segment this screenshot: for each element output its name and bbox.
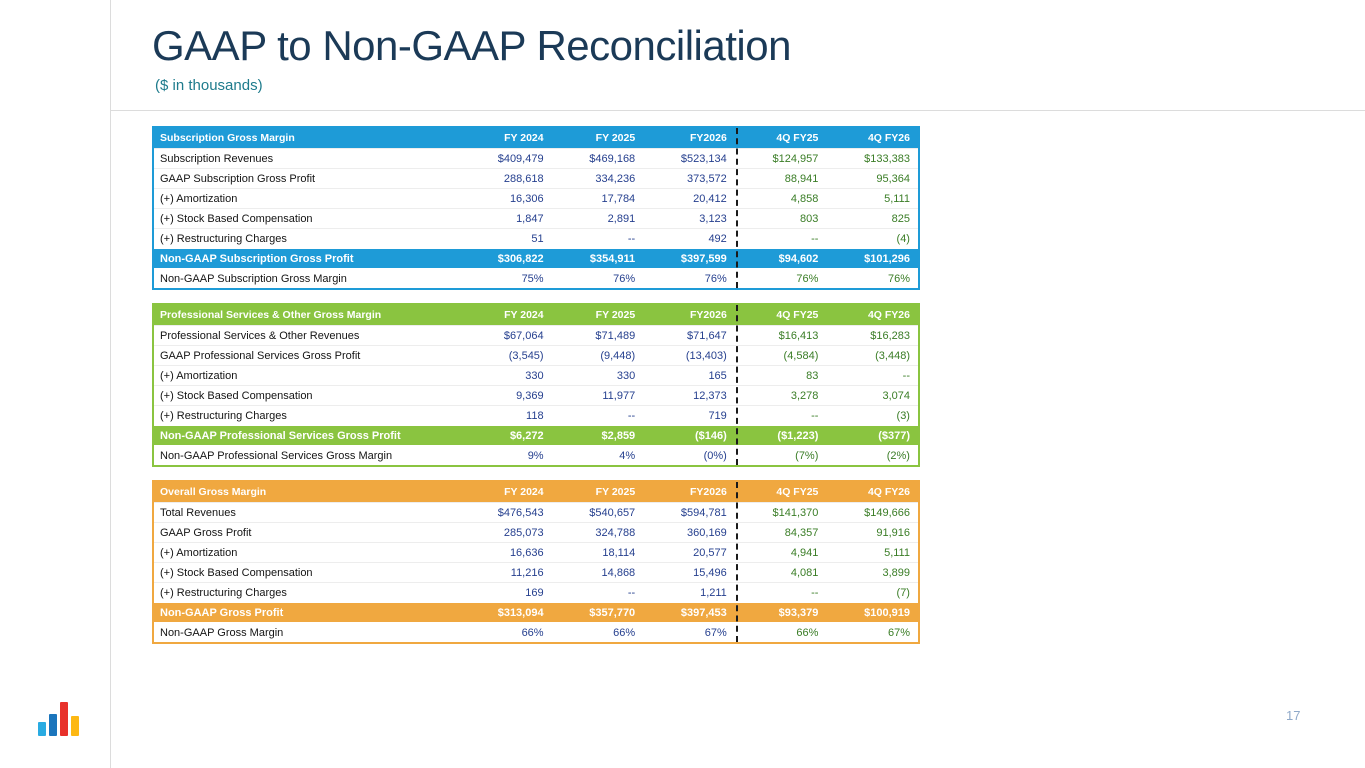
row-label: (+) Restructuring Charges bbox=[160, 410, 287, 422]
row-label: Subscription Revenues bbox=[160, 153, 274, 165]
value-cell: 169 bbox=[525, 587, 544, 599]
value-cell: 5,111 bbox=[884, 547, 910, 559]
table-row bbox=[154, 208, 918, 228]
table-row bbox=[154, 148, 918, 168]
total-value-cell: $357,770 bbox=[589, 607, 636, 619]
table-row bbox=[154, 502, 918, 522]
table-subscription-gross-margin bbox=[152, 126, 920, 290]
logo-bar bbox=[60, 702, 68, 736]
logo-bar bbox=[49, 714, 57, 736]
value-cell: 12,373 bbox=[693, 390, 727, 402]
value-cell: 2,891 bbox=[607, 213, 636, 225]
value-cell: 83 bbox=[806, 370, 819, 382]
row-label: Professional Services & Other Revenues bbox=[160, 330, 360, 342]
tables-container bbox=[152, 126, 920, 657]
margin-value-cell: 66% bbox=[613, 627, 636, 639]
table-margin-row bbox=[154, 268, 918, 288]
total-value-cell: $100,919 bbox=[864, 607, 910, 619]
margin-value-cell: 67% bbox=[887, 627, 910, 639]
value-cell: $67,064 bbox=[503, 330, 544, 342]
total-value-cell: $94,602 bbox=[778, 253, 819, 265]
total-value-cell: ($1,223) bbox=[777, 430, 819, 442]
table-row bbox=[154, 582, 918, 602]
column-header: FY 2024 bbox=[504, 309, 544, 321]
value-cell: 11,977 bbox=[602, 390, 636, 402]
row-label: (+) Stock Based Compensation bbox=[160, 390, 313, 402]
value-cell: 3,123 bbox=[699, 213, 727, 225]
row-label: (+) Stock Based Compensation bbox=[160, 567, 313, 579]
table-total-row bbox=[154, 248, 918, 268]
total-row-label: Non-GAAP Gross Profit bbox=[160, 607, 284, 619]
value-cell: 51 bbox=[531, 233, 544, 245]
page-title: GAAP to Non-GAAP Reconciliation bbox=[152, 22, 791, 69]
value-cell: $149,666 bbox=[864, 507, 910, 519]
margin-row-label: Non-GAAP Professional Services Gross Margin bbox=[160, 450, 393, 462]
table-row bbox=[154, 542, 918, 562]
table-row bbox=[154, 562, 918, 582]
column-header: FY 2024 bbox=[504, 132, 544, 144]
value-cell: -- bbox=[811, 587, 819, 599]
value-cell: (4,584) bbox=[783, 350, 819, 362]
table-row bbox=[154, 188, 918, 208]
table-total-row bbox=[154, 425, 918, 445]
value-cell: 84,357 bbox=[784, 527, 819, 539]
total-value-cell: $306,822 bbox=[497, 253, 544, 265]
value-cell: 5,111 bbox=[884, 193, 910, 205]
column-header: 4Q FY26 bbox=[867, 309, 910, 321]
total-value-cell: $397,599 bbox=[680, 253, 727, 265]
value-cell: (13,403) bbox=[685, 350, 727, 362]
table-header-row bbox=[154, 482, 918, 502]
total-value-cell: $397,453 bbox=[680, 607, 727, 619]
row-label: GAAP Gross Profit bbox=[160, 527, 252, 539]
value-cell: 11,216 bbox=[510, 567, 544, 579]
column-header: FY2026 bbox=[690, 486, 727, 498]
column-header: FY2026 bbox=[690, 132, 727, 144]
total-value-cell: ($377) bbox=[878, 430, 910, 442]
table-row bbox=[154, 228, 918, 248]
table-row bbox=[154, 168, 918, 188]
value-cell: $540,657 bbox=[589, 507, 636, 519]
value-cell: 20,412 bbox=[693, 193, 727, 205]
page-subtitle: ($ in thousands) bbox=[155, 77, 263, 94]
value-cell: 165 bbox=[708, 370, 727, 382]
column-header: FY 2024 bbox=[504, 486, 544, 498]
value-cell: $594,781 bbox=[680, 507, 727, 519]
column-header: 4Q FY26 bbox=[867, 486, 910, 498]
value-cell: (3,545) bbox=[508, 350, 544, 362]
total-row-label: Non-GAAP Professional Services Gross Profit bbox=[160, 430, 401, 442]
value-cell: $124,957 bbox=[772, 153, 819, 165]
value-cell: -- bbox=[902, 370, 910, 382]
row-label: (+) Amortization bbox=[160, 370, 238, 382]
value-cell: -- bbox=[627, 233, 636, 245]
value-cell: $71,647 bbox=[687, 330, 727, 342]
value-cell: 4,081 bbox=[790, 567, 819, 579]
value-cell: 373,572 bbox=[687, 173, 727, 185]
value-cell: $476,543 bbox=[497, 507, 544, 519]
value-cell: $16,283 bbox=[870, 330, 910, 342]
column-header: 4Q FY26 bbox=[867, 132, 910, 144]
margin-value-cell: (0%) bbox=[703, 450, 727, 462]
margin-value-cell: (7%) bbox=[795, 450, 819, 462]
margin-value-cell: 76% bbox=[704, 273, 727, 285]
value-cell: 4,858 bbox=[790, 193, 819, 205]
value-cell: 18,114 bbox=[602, 547, 636, 559]
column-header: 4Q FY25 bbox=[776, 486, 819, 498]
value-cell: 4,941 bbox=[790, 547, 819, 559]
total-row-label: Non-GAAP Subscription Gross Profit bbox=[160, 253, 354, 265]
value-cell: $133,383 bbox=[864, 153, 910, 165]
table-row bbox=[154, 325, 918, 345]
column-header: 4Q FY25 bbox=[776, 309, 819, 321]
value-cell: 17,784 bbox=[601, 193, 636, 205]
value-cell: (7) bbox=[896, 587, 910, 599]
margin-value-cell: 76% bbox=[887, 273, 910, 285]
row-label: (+) Amortization bbox=[160, 193, 238, 205]
margin-value-cell: 4% bbox=[619, 450, 636, 462]
table-row bbox=[154, 345, 918, 365]
column-header: FY 2025 bbox=[595, 132, 636, 144]
column-header: 4Q FY25 bbox=[776, 132, 819, 144]
value-cell: -- bbox=[811, 410, 819, 422]
value-cell: 330 bbox=[616, 370, 636, 382]
row-label: Total Revenues bbox=[160, 507, 236, 519]
value-cell: $141,370 bbox=[772, 507, 819, 519]
table-header-row bbox=[154, 305, 918, 325]
margin-row-label: Non-GAAP Subscription Gross Margin bbox=[160, 273, 347, 285]
table-row bbox=[154, 405, 918, 425]
value-cell: 719 bbox=[708, 410, 727, 422]
row-label: (+) Restructuring Charges bbox=[160, 233, 287, 245]
value-cell: 118 bbox=[526, 410, 544, 422]
table-title: Professional Services & Other Gross Margin bbox=[160, 309, 382, 321]
table-row bbox=[154, 365, 918, 385]
value-cell: 803 bbox=[800, 213, 819, 225]
header-divider bbox=[110, 110, 1365, 111]
value-cell: 1,211 bbox=[700, 587, 727, 599]
value-cell: $469,168 bbox=[589, 153, 636, 165]
value-cell: (4) bbox=[896, 233, 910, 245]
value-cell: 14,868 bbox=[601, 567, 636, 579]
row-label: (+) Stock Based Compensation bbox=[160, 213, 313, 225]
value-cell: 330 bbox=[525, 370, 544, 382]
value-cell: 20,577 bbox=[693, 547, 727, 559]
total-value-cell: $2,859 bbox=[601, 430, 636, 442]
row-label: GAAP Subscription Gross Profit bbox=[160, 173, 316, 185]
value-cell: 1,847 bbox=[516, 213, 544, 225]
value-cell: $523,134 bbox=[680, 153, 727, 165]
value-cell: -- bbox=[811, 233, 819, 245]
row-label: (+) Amortization bbox=[160, 547, 238, 559]
value-cell: 288,618 bbox=[503, 173, 544, 185]
table-title: Overall Gross Margin bbox=[160, 486, 267, 498]
value-cell: (3,448) bbox=[875, 350, 910, 362]
value-cell: $409,479 bbox=[497, 153, 544, 165]
margin-value-cell: 66% bbox=[521, 627, 544, 639]
logo-bar bbox=[71, 716, 79, 736]
value-cell: 334,236 bbox=[595, 173, 636, 185]
value-cell: (3) bbox=[896, 410, 910, 422]
value-cell: 91,916 bbox=[876, 527, 910, 539]
table-row bbox=[154, 385, 918, 405]
value-cell: (9,448) bbox=[600, 350, 636, 362]
value-cell: 324,788 bbox=[595, 527, 636, 539]
margin-value-cell: 76% bbox=[796, 273, 819, 285]
value-cell: 16,636 bbox=[509, 547, 544, 559]
margin-value-cell: 9% bbox=[527, 450, 544, 462]
value-cell: 15,496 bbox=[693, 567, 727, 579]
table-professional-services-gross-margin bbox=[152, 303, 920, 467]
value-cell: 360,169 bbox=[687, 527, 727, 539]
value-cell: 9,369 bbox=[516, 390, 544, 402]
table-margin-row bbox=[154, 622, 918, 642]
logo-bar bbox=[38, 722, 46, 736]
value-cell: $16,413 bbox=[778, 330, 819, 342]
value-cell: 16,306 bbox=[509, 193, 544, 205]
table-row bbox=[154, 522, 918, 542]
value-cell: 492 bbox=[708, 233, 727, 245]
total-value-cell: $6,272 bbox=[509, 430, 544, 442]
value-cell: 825 bbox=[891, 213, 910, 225]
margin-value-cell: 76% bbox=[613, 273, 636, 285]
value-cell: 285,073 bbox=[503, 527, 544, 539]
table-title: Subscription Gross Margin bbox=[160, 132, 295, 144]
value-cell: -- bbox=[627, 410, 636, 422]
table-overall-gross-margin bbox=[152, 480, 920, 644]
total-value-cell: $93,379 bbox=[778, 607, 819, 619]
value-cell: 3,278 bbox=[790, 390, 819, 402]
column-header: FY 2025 bbox=[595, 486, 636, 498]
value-cell: $71,489 bbox=[595, 330, 636, 342]
margin-value-cell: 66% bbox=[796, 627, 819, 639]
margin-value-cell: 75% bbox=[521, 273, 544, 285]
value-cell: 3,074 bbox=[882, 390, 910, 402]
margin-value-cell: (2%) bbox=[886, 450, 910, 462]
margin-row-label: Non-GAAP Gross Margin bbox=[160, 627, 284, 639]
total-value-cell: ($146) bbox=[695, 430, 727, 442]
page-number: 17 bbox=[1286, 708, 1301, 723]
total-value-cell: $354,911 bbox=[589, 253, 636, 265]
table-header-row bbox=[154, 128, 918, 148]
value-cell: -- bbox=[627, 587, 636, 599]
value-cell: 95,364 bbox=[876, 173, 910, 185]
column-header: FY 2025 bbox=[595, 309, 636, 321]
row-label: GAAP Professional Services Gross Profit bbox=[160, 350, 361, 362]
margin-value-cell: 67% bbox=[704, 627, 727, 639]
table-total-row bbox=[154, 602, 918, 622]
total-value-cell: $313,094 bbox=[497, 607, 544, 619]
value-cell: 3,899 bbox=[882, 567, 910, 579]
total-value-cell: $101,296 bbox=[864, 253, 910, 265]
left-vertical-divider bbox=[110, 0, 111, 768]
value-cell: 88,941 bbox=[784, 173, 819, 185]
column-header: FY2026 bbox=[690, 309, 727, 321]
bar-chart-logo-icon bbox=[38, 700, 79, 736]
table-margin-row bbox=[154, 445, 918, 465]
row-label: (+) Restructuring Charges bbox=[160, 587, 287, 599]
